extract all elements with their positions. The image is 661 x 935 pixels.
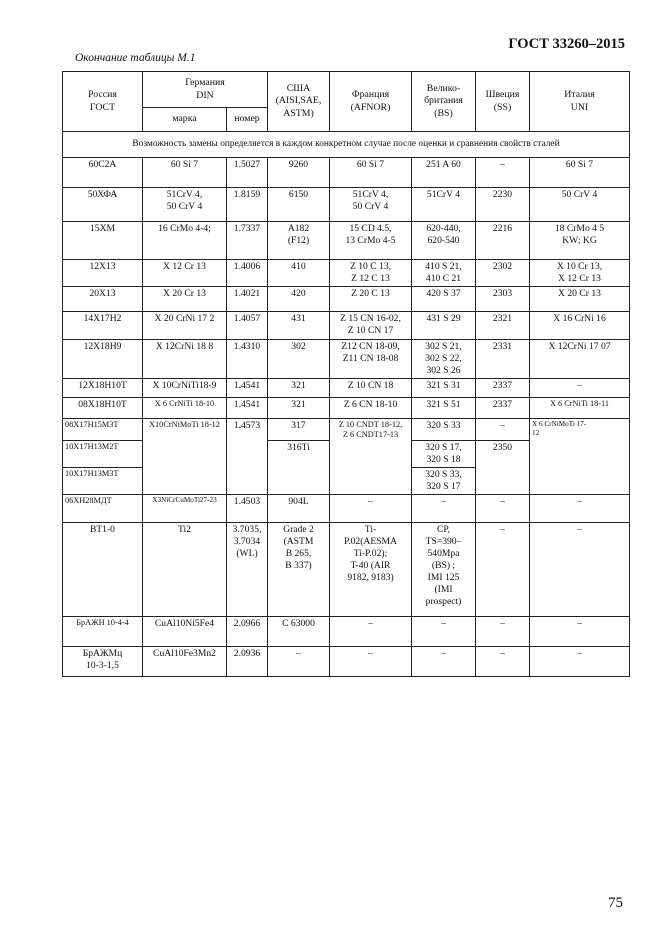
gost-grade: БрАЖМц 10-3-1,5	[63, 646, 143, 676]
header-sweden: Швеция (SS)	[476, 72, 530, 132]
france-grade: Z 10 CNDT 18-12, Z 6 CNDT17-13	[330, 418, 412, 494]
sweden-grade: –	[476, 522, 530, 616]
din-number: 1.5027	[227, 158, 268, 188]
usa-grade: 904L	[268, 494, 330, 522]
din-mark: 51CrV 4, 50 CrV 4	[143, 188, 227, 222]
table-row	[63, 378, 630, 397]
header-usa: США (AISI,SAE, ASTM)	[268, 72, 330, 132]
din-number: 1.8159	[227, 188, 268, 222]
table-row	[63, 311, 630, 339]
gost-grade: 10Х17Н13М3Т	[63, 467, 143, 494]
italy-grade: –	[530, 616, 630, 646]
table-row	[63, 418, 630, 440]
table-row	[63, 616, 630, 646]
sweden-grade: –	[476, 158, 530, 188]
uk-grade: 620-440, 620-540	[412, 222, 476, 260]
gost-grade: 12Х18Н9	[63, 339, 143, 378]
france-grade: 60 Si 7	[330, 158, 412, 188]
uk-grade: CP, TS=390– 540Mpa (BS) ; IMI 125 (IMI prospect)	[412, 522, 476, 616]
italy-grade: X 10 Cr 13, X 12 Cr 13	[530, 260, 630, 287]
din-mark: 16 CrMo 4-4;	[143, 222, 227, 260]
uk-grade: 321 S 51	[412, 397, 476, 418]
din-mark: Ti2	[143, 522, 227, 616]
table-row	[63, 286, 630, 311]
usa-grade: 316Ti	[268, 440, 330, 494]
sweden-grade: 2216	[476, 222, 530, 260]
header-italy: Италия UNI	[530, 72, 630, 132]
din-number: 1.4310	[227, 339, 268, 378]
sweden-grade: –	[476, 494, 530, 522]
gost-grade: 12Х13	[63, 260, 143, 287]
uk-grade: 431 S 29	[412, 311, 476, 339]
uk-grade: 410 S 21, 410 C 21	[412, 260, 476, 287]
usa-grade: 431	[268, 311, 330, 339]
uk-grade: –	[412, 646, 476, 676]
sweden-grade: 2321	[476, 311, 530, 339]
usa-grade: 410	[268, 260, 330, 287]
din-mark: X 20 CrNi 17 2	[143, 311, 227, 339]
gost-grade: 60С2А	[63, 158, 143, 188]
france-grade: Z 20 C 13	[330, 286, 412, 311]
table-row	[63, 397, 630, 418]
din-number: 1.4573	[227, 418, 268, 494]
france-grade: –	[330, 494, 412, 522]
din-number: 3.7035, 3.7034 (WL)	[227, 522, 268, 616]
header-germany-number: номер	[227, 108, 268, 132]
usa-grade: 420	[268, 286, 330, 311]
uk-grade: –	[412, 494, 476, 522]
france-grade: Z 10 C 13, Z 12 C 13	[330, 260, 412, 287]
din-mark: 60 Si 7	[143, 158, 227, 188]
header-russia: Россия ГОСТ	[63, 72, 143, 132]
italy-grade: X 6 CrNiTi 18-11	[530, 397, 630, 418]
uk-grade: 321 S 31	[412, 378, 476, 397]
gost-grade: 08Х18Н10Т	[63, 397, 143, 418]
italy-grade: –	[530, 494, 630, 522]
din-mark: X 6 CrNiTi 18-10	[143, 397, 227, 418]
din-mark: CuAl10Fe3Mn2	[143, 646, 227, 676]
table-row	[63, 522, 630, 616]
din-number: 2.0936	[227, 646, 268, 676]
gost-grade: БрАЖН 10-4-4	[63, 616, 143, 646]
table-row	[63, 646, 630, 676]
din-mark: X 10CrNiTi18-9	[143, 378, 227, 397]
table-caption: Окончание таблицы М.1	[75, 52, 196, 64]
uk-grade: 51CrV 4	[412, 188, 476, 222]
italy-grade: –	[530, 378, 630, 397]
table-row	[63, 494, 630, 522]
din-number: 1.4541	[227, 378, 268, 397]
steel-equivalents-table	[62, 71, 630, 677]
gost-grade: 20Х13	[63, 286, 143, 311]
uk-grade: –	[412, 616, 476, 646]
din-number: 1.4006	[227, 260, 268, 287]
header-uk: Велико- британия (BS)	[412, 72, 476, 132]
sweden-grade: 2350	[476, 440, 530, 494]
usa-grade: Grade 2 (ASTM B 265, B 337)	[268, 522, 330, 616]
uk-grade: 320 S 33	[412, 418, 476, 440]
din-mark: X3NiCrCuMoTi27-23	[143, 494, 227, 522]
italy-grade: –	[530, 522, 630, 616]
gost-grade: 14Х17Н2	[63, 311, 143, 339]
sweden-grade: –	[476, 418, 530, 440]
gost-grade: 15ХМ	[63, 222, 143, 260]
uk-grade: 251 A 60	[412, 158, 476, 188]
sweden-grade: 2331	[476, 339, 530, 378]
table-row	[63, 339, 630, 378]
france-grade: 51CrV 4, 50 CrV 4	[330, 188, 412, 222]
header-germany-mark: марка	[143, 108, 227, 132]
din-number: 1.4057	[227, 311, 268, 339]
din-number: 1.4541	[227, 397, 268, 418]
france-grade: Ti- P.02(AESMA Ti-P.02); T-40 (AIR 9182, 9183)	[330, 522, 412, 616]
sweden-grade: 2337	[476, 378, 530, 397]
usa-grade: 6150	[268, 188, 330, 222]
page-number: 75	[608, 895, 623, 911]
gost-grade: 08Х17Н15М3Т	[63, 418, 143, 440]
gost-grade: ВТ1-0	[63, 522, 143, 616]
italy-grade: X 16 CrNi 16	[530, 311, 630, 339]
sweden-grade: 2230	[476, 188, 530, 222]
sweden-grade: –	[476, 646, 530, 676]
france-grade: Z 10 CN 18	[330, 378, 412, 397]
din-mark: X10CrNiMoTi 18-12	[143, 418, 227, 494]
france-grade: –	[330, 646, 412, 676]
header-germany: Германия DIN	[143, 72, 268, 108]
usa-grade: 9260	[268, 158, 330, 188]
uk-grade: 302 S 21, 302 S 22, 302 S 26	[412, 339, 476, 378]
sweden-grade: –	[476, 616, 530, 646]
usa-grade: 317	[268, 418, 330, 440]
italy-grade: 60 Si 7	[530, 158, 630, 188]
document-id: ГОСТ 33260–2015	[508, 36, 625, 52]
italy-grade: X 20 Cr 13	[530, 286, 630, 311]
din-number: 1.4021	[227, 286, 268, 311]
din-number: 1.7337	[227, 222, 268, 260]
usa-grade: –	[268, 646, 330, 676]
header-france: Франция (AFNOR)	[330, 72, 412, 132]
gost-grade: 50ХФА	[63, 188, 143, 222]
table-row	[63, 260, 630, 287]
din-mark: X 12CrNi 18 8	[143, 339, 227, 378]
italy-grade: X 12CrNi 17 07	[530, 339, 630, 378]
din-mark: X 20 Cr 13	[143, 286, 227, 311]
usa-grade: 321	[268, 397, 330, 418]
italy-grade: –	[530, 646, 630, 676]
table-row	[63, 188, 630, 222]
gost-grade: 10Х17Н13М2Т	[63, 440, 143, 467]
uk-grade: 320 S 17, 320 S 18	[412, 440, 476, 467]
sweden-grade: 2337	[476, 397, 530, 418]
france-grade: Z12 CN 18-09, Z11 CN 18-08	[330, 339, 412, 378]
france-grade: Z 15 CN 16-02, Z 10 CN 17	[330, 311, 412, 339]
uk-grade: 320 S 33, 320 S 17	[412, 467, 476, 494]
din-number: 1.4503	[227, 494, 268, 522]
france-grade: Z 6 CN 18-10	[330, 397, 412, 418]
gost-grade: 12Х18Н10Т	[63, 378, 143, 397]
sweden-grade: 2303	[476, 286, 530, 311]
usa-grade: C 63000	[268, 616, 330, 646]
italy-grade: 50 CrV 4	[530, 188, 630, 222]
gost-grade: 06ХН28МДТ	[63, 494, 143, 522]
usa-grade: 321	[268, 378, 330, 397]
table-row	[63, 222, 630, 260]
usa-grade: A182 (F12)	[268, 222, 330, 260]
france-grade: –	[330, 616, 412, 646]
italy-grade: 18 CrMo 4 5 KW; KG	[530, 222, 630, 260]
uk-grade: 420 S 37	[412, 286, 476, 311]
din-mark: CuAl10Ni5Fe4	[143, 616, 227, 646]
france-grade: 15 CD 4.5, 13 CrMo 4-5	[330, 222, 412, 260]
usa-grade: 302	[268, 339, 330, 378]
substitution-note: Возможность замены определяется в каждом конкретном случае после оценки и сравнения свойств сталей	[63, 132, 630, 158]
din-number: 2.0966	[227, 616, 268, 646]
italy-grade: X 6 CrNiMoTi 17- 12	[530, 418, 630, 494]
sweden-grade: 2302	[476, 260, 530, 287]
table-row	[63, 158, 630, 188]
din-mark: X 12 Cr 13	[143, 260, 227, 287]
